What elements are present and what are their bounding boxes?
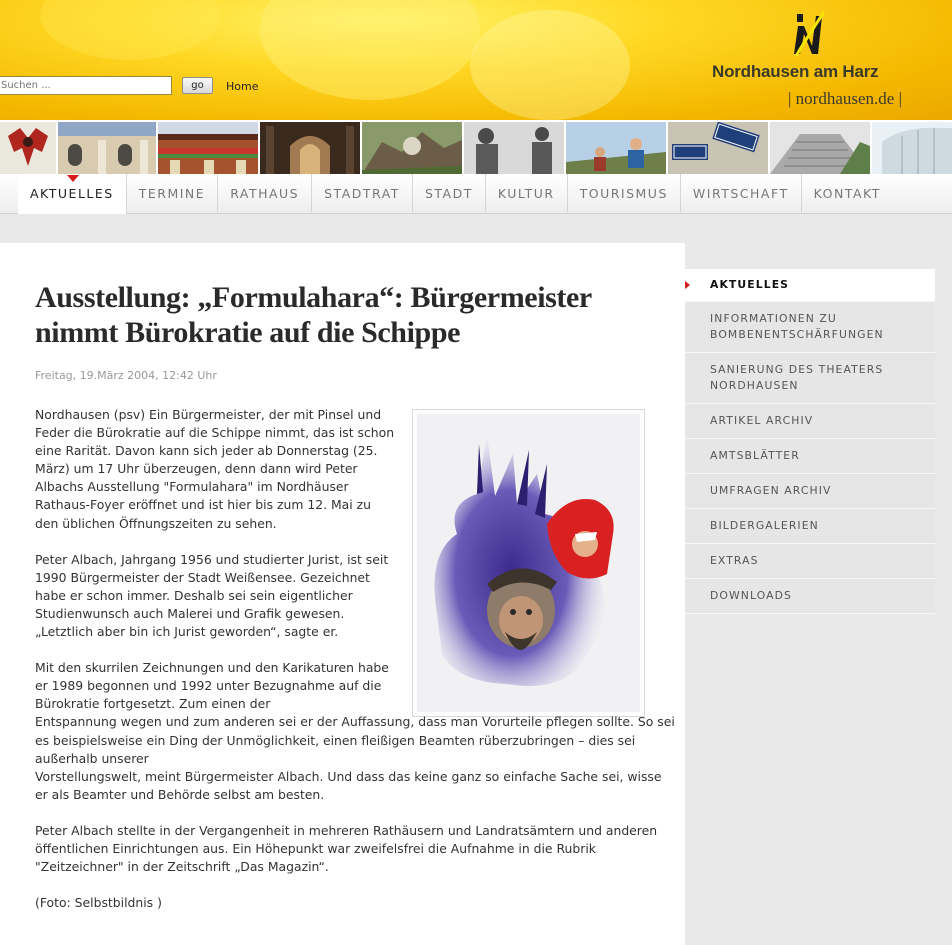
header-glow <box>260 0 480 100</box>
main-navigation <box>0 174 952 214</box>
flower-balcony-photo <box>158 122 258 174</box>
sidebar-item-bildergalerien[interactable]: BILDERGALERIEN <box>685 509 935 544</box>
search-input[interactable] <box>0 76 172 95</box>
search-go-button[interactable]: go <box>182 77 213 94</box>
active-nav-indicator-icon <box>67 175 79 182</box>
sidebar-item-umfragen-archiv[interactable]: UMFRAGEN ARCHIV <box>685 474 935 509</box>
logo-n-icon <box>788 6 828 58</box>
sidebar-item-aktuelles[interactable]: AKTUELLES <box>685 269 935 302</box>
article-paragraph: Entspannung wegen und zum anderen sei er der Auffassung, dass man Vorurteile pflegen sollte. So sei es beispielsweise ein Ding der Unmöglichkeit, einen fleißigen Beamten rüberzubringen – dies sei außerhalb unserer <box>35 714 675 766</box>
article-paragraph: Mit den skurrilen Zeichnungen und den Karikaturen habe er 1989 begonnen und 1992 unter Bezugnahme auf die Bürokratie fortgesetzt. Zum einen der <box>35 660 389 712</box>
header-photo-strip <box>0 120 952 176</box>
article-body <box>35 406 675 912</box>
sidebar-navigation <box>685 269 935 614</box>
article-paragraph: Nordhausen (psv) Ein Bürgermeister, der mit Pinsel und Feder die Bürokratie auf die Schippe nimmt, das ist schon eine Rarität. Davon kann sich jeder ab Donnerstag (25. März) um 17 Uhr überzeugen, denn dann wird Peter Albachs Ausstellung "Formulahara" im Nordhäuser Rathaus-Foyer eröffnet und ist hier bis zum 12. Mai zu den üblichen Öffnungszeiten zu sehen. <box>35 407 395 531</box>
nav-wirtschaft[interactable]: WIRTSCHAFT <box>681 174 802 214</box>
street-signs-photo <box>668 122 768 174</box>
stairway-photo <box>770 122 870 174</box>
header-glow <box>40 0 220 60</box>
sidebar-item-theater-sanierung[interactable]: SANIERUNG DES THEATERS NORDHAUSEN <box>685 353 935 404</box>
nav-aktuelles[interactable]: AKTUELLES <box>18 174 127 214</box>
nav-termine[interactable]: TERMINE <box>127 174 218 214</box>
article-paragraph: Vorstellungswelt, meint Bürgermeister Albach. Und dass das keine ganz so einfache Sache sei, wisse er als Beamter und Behörde selbst am besten. <box>35 768 662 802</box>
archway-photo <box>260 122 360 174</box>
sidebar-item-artikel-archiv[interactable]: ARTIKEL ARCHIV <box>685 404 935 439</box>
article-date: Freitag, 19.März 2004, 12:42 Uhr <box>35 369 217 382</box>
nav-tourismus[interactable]: TOURISMUS <box>568 174 681 214</box>
sidebar-item-extras[interactable]: EXTRAS <box>685 544 935 579</box>
site-logo[interactable] <box>700 6 930 116</box>
sidebar-item-bombenentschaerfungen[interactable]: INFORMATIONEN ZU BOMBENENTSCHÄRFUNGEN <box>685 302 935 353</box>
nav-kontakt[interactable]: KONTAKT <box>813 186 881 201</box>
article-content <box>0 243 685 945</box>
festival-people-photo <box>566 122 666 174</box>
modern-building-photo <box>872 122 952 174</box>
photo-credit: (Foto: Selbstbildnis ) <box>35 895 162 911</box>
home-link[interactable]: Home <box>226 80 259 93</box>
nav-kultur[interactable]: KULTUR <box>486 174 568 214</box>
sidebar-item-amtsblaetter[interactable]: AMTSBLÄTTER <box>685 439 935 474</box>
nav-stadtrat[interactable]: STADTRAT <box>312 174 413 214</box>
logo-url: | nordhausen.de | <box>788 89 902 108</box>
sidebar-item-downloads[interactable]: DOWNLOADS <box>685 579 935 614</box>
nav-rathaus[interactable]: RATHAUS <box>218 174 312 214</box>
rathaus-facade-photo <box>58 122 156 174</box>
article-paragraph: Peter Albach, Jahrgang 1956 und studierter Jurist, ist seit 1990 Bürgermeister der Stadt Weißensee. Gezeichnet habe er schon immer. Deshalb sei sein eigentlicher Studienwunsch auch Malerei und Grafik gewesen. „Letztlich aber bin ich Jurist geworden“, sagte er. <box>35 551 389 640</box>
nav-stadt[interactable]: STADT <box>413 174 486 214</box>
bronze-statues-photo <box>464 122 564 174</box>
article-paragraph: Peter Albach stellte in der Vergangenheit in mehreren Rathäusern und Landratsämtern und anderen öffentlichen Einrichtungen aus. Ein Höhepunkt war zweifelsfrei die Aufnahme in die Rubrik "Zeitzeichner" in der Zeitschrift „Das Magazin“. <box>35 822 658 875</box>
site-header <box>0 0 952 120</box>
rock-landscape-photo <box>362 122 462 174</box>
heraldic-eagle-photo <box>0 122 56 174</box>
article-title: Ausstellung: „Formulahara“: Bürgermeister nimmt Bürokratie auf die Schippe <box>35 281 592 349</box>
header-glow <box>470 10 630 120</box>
logo-name: Nordhausen am Harz <box>712 62 879 81</box>
